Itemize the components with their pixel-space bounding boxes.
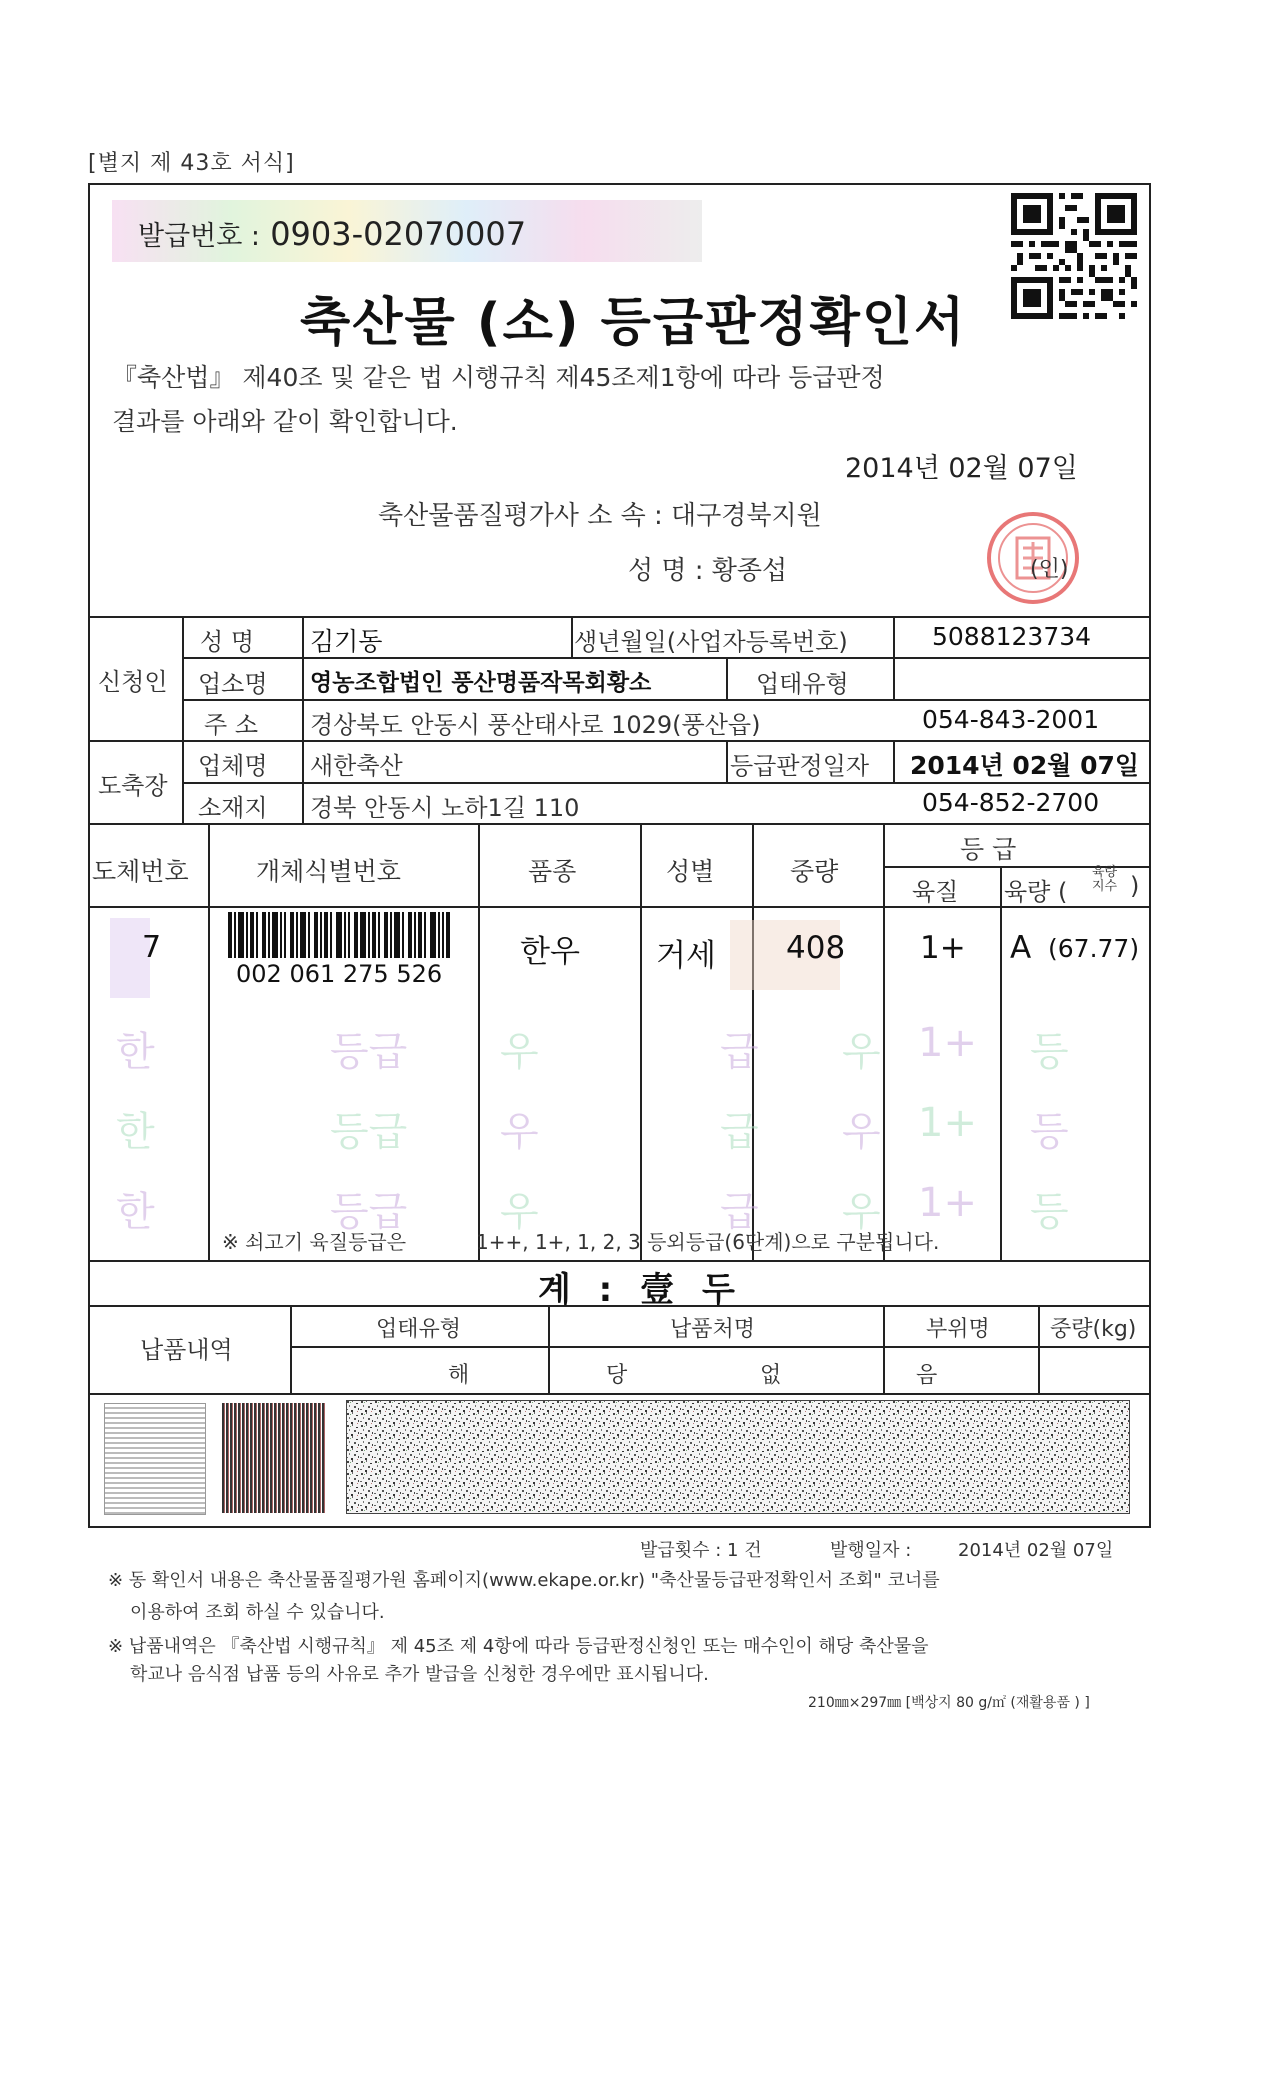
ghost-pattern: 우 [500,1029,539,1075]
divider [893,740,895,782]
location-label: 소재지 [198,794,268,822]
divider [1038,1305,1040,1393]
ghost-pattern: 1+ [918,1180,977,1226]
yield-header-close: ) [1130,872,1140,900]
yield-header-label: 육량 ( [1004,878,1068,906]
weight-header: 중량 [790,857,839,886]
divider [571,616,573,657]
security-code-1 [104,1403,206,1515]
divider [640,823,642,1260]
issued-date: 2014년 02월 07일 [958,1540,1114,1561]
yield-header [1004,872,1067,907]
footer-note-2a: ※ 납품내역은 『축산법 시행규칙』 제 45조 제 4항에 따라 등급판정신청인 또는 매수인이 해당 축산물을 [108,1636,929,1657]
grade-note-prefix: ※ 쇠고기 육질등급은 [222,1230,407,1254]
slaughterhouse-location: 경북 안동시 노하1길 110 [310,794,580,822]
divider [88,1393,1151,1395]
applicant-phone: 054-843-2001 [922,705,1100,734]
issue-date: 2014년 02월 07일 [845,453,1078,484]
evaluator-name-value: 황종섭 [711,556,788,586]
total-count: 계 : 壹 두 [538,1270,743,1310]
ghost-pattern: 한 [116,1029,155,1075]
divider [182,782,1151,784]
grading-date-label: 등급판정일자 [730,752,870,780]
divider [1000,866,1002,1260]
delivery-cell-1: 해 [448,1363,470,1388]
carcass-number-header: 도체번호 [92,857,189,886]
ghost-pattern: 우 [842,1029,881,1075]
sex-header: 성별 [666,857,715,886]
applicant-name-label: 성 명 [200,628,254,656]
grade-note: 1++, 1+, 1, 2, 3 등외등급(6단계)으로 구분됩니다. [476,1230,940,1254]
divider [208,823,210,1260]
intro-text-line1: 『축산법』 제40조 및 같은 법 시행규칙 제45조제1항에 따라 등급판정 [112,363,885,392]
business-registration-number: 5088123734 [932,622,1092,651]
delivery-cell-2: 당 [606,1363,628,1388]
business-type-label: 업태유형 [756,670,849,698]
evaluator-name [628,550,787,587]
ghost-pattern: 한 [116,1189,155,1235]
issue-number-label: 발급번호 : [138,221,261,252]
footer-note-2b: 학교나 음식점 납품 등의 사유로 추가 발급을 신청한 경우에만 표시됩니다. [130,1664,709,1685]
slaughterhouse-company: 새한축산 [310,752,403,780]
ghost-pattern: 1+ [918,1020,977,1066]
grade-header: 등 급 [960,835,1017,864]
delivery-type-header: 업태유형 [376,1317,462,1342]
issued-date-label: 발행일자 : [830,1540,912,1561]
applicant-address: 경상북도 안동시 풍산태사로 1029(풍산읍) [310,711,761,739]
slaughterhouse-phone: 054-852-2700 [922,788,1100,817]
ghost-pattern: 1+ [918,1100,977,1146]
delivery-section-label: 납품내역 [140,1336,233,1364]
carcass-number: 7 [142,930,162,965]
security-code-3 [346,1400,1130,1514]
meat-quality-grade: 1+ [920,930,966,966]
weight: 408 [786,930,846,966]
divider [290,1346,1151,1348]
delivery-destination-header: 납품처명 [670,1317,756,1342]
yield-grade: A [1010,930,1032,966]
footer-note-1a: ※ 동 확인서 내용은 축산물품질평가원 홈페이지(www.ekape.or.kr) "축산물등급판정확인서 조회" 코너를 [108,1570,940,1591]
slaughterhouse-section-label: 도축장 [98,772,168,800]
divider [88,906,1151,908]
delivery-cell-4: 음 [916,1363,938,1388]
divider [883,1305,885,1393]
issue-number-value: 0903-02070007 [270,215,527,253]
barcode-icon [228,912,450,958]
document-title: 축산물 (소) 등급판정확인서 [300,293,967,353]
ghost-pattern: 급 [720,1109,759,1155]
issue-number [138,214,526,253]
yield-index-header [1092,866,1117,894]
ghost-pattern: 등급 [330,1189,408,1235]
ghost-pattern: 한 [116,1109,155,1155]
delivery-cell-3: 없 [760,1363,782,1388]
business-name-label: 업소명 [198,670,268,698]
divider [88,823,1151,825]
intro-text-line2: 결과를 아래와 같이 확인합니다. [112,407,458,436]
evaluator-label: 축산물품질평가사 소 속 : [378,501,671,531]
ghost-pattern: 등 [1030,1029,1069,1075]
ghost-pattern: 등급 [330,1029,408,1075]
yield-index-sub2: 지수 [1092,879,1118,894]
breed: 한우 [520,934,580,970]
evaluator-affiliation [378,495,822,532]
sex: 거세 [656,938,716,974]
divider [893,616,895,657]
divider [548,1305,550,1393]
business-name: 영농조합법인 풍산명품작목회황소 [310,670,652,696]
ghost-pattern: 우 [842,1109,881,1155]
yield-index: (67.77) [1048,934,1140,963]
company-label: 업체명 [198,752,268,780]
divider [302,616,304,823]
divider [478,823,480,1260]
divider [290,1305,292,1393]
ghost-pattern: 등 [1030,1189,1069,1235]
issue-count: 발급횟수 : 1 건 [640,1540,762,1561]
paper-spec: 210㎜×297㎜ [백상지 80 g/㎡ (재활용품 ) ] [808,1695,1090,1711]
security-code-2 [222,1403,326,1513]
divider [726,657,728,699]
divider [88,740,1151,742]
applicant-name: 김기동 [310,627,383,656]
breed-header: 품종 [528,857,577,886]
divider [182,616,184,823]
delivery-weight-header: 중량(kg) [1050,1317,1137,1342]
ghost-pattern: 우 [500,1109,539,1155]
divider [182,699,1151,701]
meat-quality-header: 육질 [912,878,959,906]
ghost-pattern: 등급 [330,1109,408,1155]
divider [726,740,728,782]
ghost-pattern: 우 [500,1189,539,1235]
individual-id: 002 061 275 526 [236,960,443,988]
ghost-pattern: 급 [720,1029,759,1075]
divider [88,616,1151,618]
grading-date: 2014년 02월 07일 [910,751,1140,780]
ghost-pattern: 급 [720,1189,759,1235]
divider [883,823,885,1260]
footer-note-1b: 이용하여 조회 하실 수 있습니다. [130,1602,385,1623]
individual-id-header: 개체식별번호 [256,857,401,886]
yield-index-sub1: 육량 [1092,865,1118,880]
applicant-section-label: 신청인 [98,668,168,696]
part-name-header: 부위명 [926,1317,990,1342]
seal-mark: (인) [1030,557,1069,582]
ghost-pattern: 우 [842,1189,881,1235]
address-label: 주 소 [204,711,258,739]
divider [893,657,895,699]
qr-code [1011,193,1137,319]
evaluator-name-label: 성 명 : [628,556,712,586]
evaluator-affiliation-value: 대구경북지원 [670,501,822,531]
form-number: [별지 제 43호 서식] [88,151,295,176]
ghost-pattern: 등 [1030,1109,1069,1155]
birth-label: 생년월일(사업자등록번호) [574,628,848,656]
